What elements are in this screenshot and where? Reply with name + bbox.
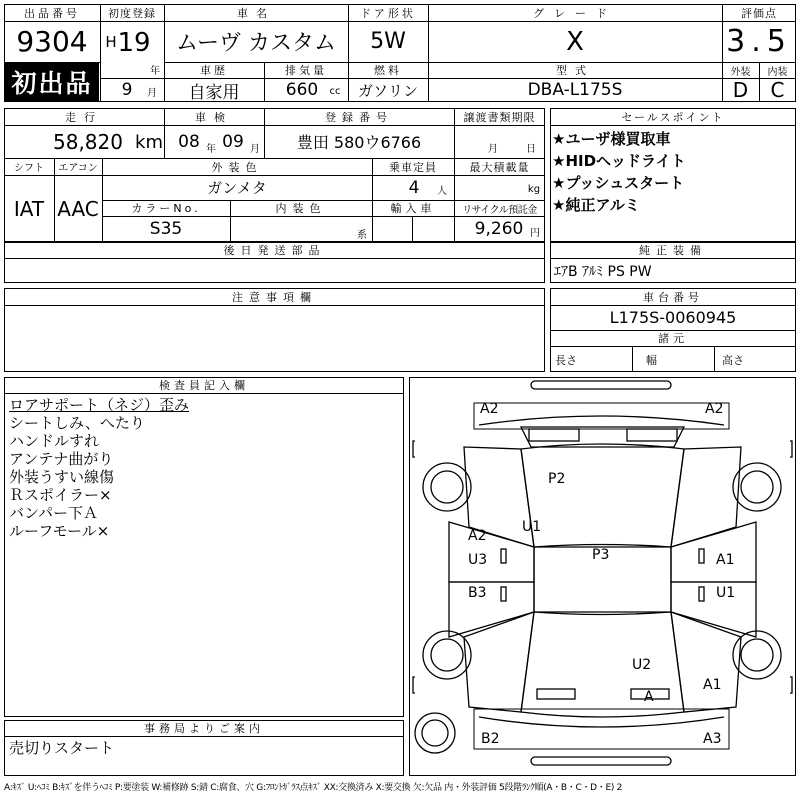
displacement: 660 (285, 80, 319, 100)
capacity-label: 乗車定員 (389, 160, 437, 174)
legend: A:ｷｽﾞ U:ﾍｺﾐ B:ｷｽﾞを伴うﾍｺﾐ P:要塗装 W:補修跡 S:錆 C:腐食、穴 G:ﾌﾛﾝﾄｶﾞﾗｽ点ｷｽﾞ XX:交換済み X:要交換 欠:欠品 内・外装評価 5段階ﾗﾝｸ順(A・B・C・D・E) 2 (4, 783, 623, 793)
office-message: 売切りスタート (9, 738, 115, 756)
damage-label: B2 (481, 731, 500, 747)
inspector-note: シートしみ、へたり (9, 414, 145, 432)
model-code: DBA-L175S (527, 80, 623, 100)
damage-label: A1 (716, 552, 735, 568)
factory-equipment: ｴｱB ｱﾙﾐ PS PW (554, 264, 652, 280)
damage-label: P2 (548, 471, 566, 487)
aircon: AAC (57, 196, 99, 221)
damage-label: U3 (468, 552, 488, 568)
sales-points-list (552, 128, 686, 216)
mileage-label: 走行 (65, 110, 103, 124)
score: 3.5 (726, 24, 792, 59)
shift: IAT (13, 196, 45, 221)
damage-label: A3 (703, 731, 722, 747)
max-load-label: 最大積載量 (469, 160, 530, 174)
grade: X (566, 26, 584, 57)
damage-label: A2 (705, 401, 724, 417)
inspection-year: 08 (178, 132, 200, 152)
width-label: 幅 (646, 354, 657, 367)
plate-number: 豊田 580ウ6766 (296, 133, 422, 152)
sales-point: ★純正アルミ (552, 196, 640, 214)
month-unit: 月 (147, 87, 157, 98)
inspector-notes-label: 検査員記入欄 (159, 379, 249, 392)
registration-month: 9 (121, 80, 133, 100)
damage-label: A2 (468, 528, 487, 544)
interior-grade: C (770, 78, 785, 102)
length-label: 長さ (555, 354, 577, 367)
aircon-label: エアコン (58, 163, 98, 174)
damage-label: A (644, 689, 654, 705)
fuel: ガソリン (357, 81, 418, 100)
exterior-color-label: 外装色 (211, 160, 263, 174)
displacement-unit: cc (329, 85, 341, 97)
vehicle-history: 自家用 (188, 82, 240, 102)
factory-equipment-label: 純正装備 (639, 244, 707, 257)
car-name: ムーヴ カスタム (176, 31, 336, 56)
mileage: 58,820 (53, 130, 123, 154)
lot-number-label: 出品番号 (24, 6, 80, 20)
exterior-color: ガンメタ (207, 179, 267, 197)
recycle-label: リサイクル預託金 (462, 204, 537, 216)
chassis-number: L175S-0060945 (609, 308, 737, 327)
chassis-label: 車台番号 (643, 290, 703, 304)
first-listing-badge: 初出品 (5, 63, 99, 101)
mileage-unit: km (135, 131, 163, 153)
interior-color-label: 内装色 (275, 202, 327, 215)
interior-color-unit: 系 (357, 229, 367, 240)
inspection-month: 09 (222, 132, 244, 152)
history-label: 車歴 (200, 64, 228, 77)
notes-label: 注意事項欄 (232, 290, 317, 304)
exterior-grade: D (732, 78, 749, 102)
transfer-day-unit: 日 (526, 143, 536, 154)
year-unit: 年 (150, 65, 160, 76)
model-label: 型式 (556, 64, 594, 77)
damage-label: U1 (522, 519, 542, 535)
lot-number: 9304 (16, 25, 88, 58)
sales-points-label: セールスポイント (621, 110, 725, 124)
inspector-note: ルーフモール× (9, 522, 110, 540)
exterior-label: 外装 (730, 66, 751, 78)
score-label: 評価点 (741, 6, 777, 20)
displacement-label: 排気量 (285, 64, 327, 77)
fuel-label: 燃料 (374, 64, 402, 77)
inspection-label: 車検 (195, 110, 233, 124)
color-number-label: カラーNo. (131, 202, 201, 215)
first-registration-label: 初度登録 (108, 6, 156, 20)
transfer-deadline-label: 譲渡書類期限 (463, 110, 536, 124)
recycle-deposit: 9,260 (474, 219, 524, 239)
sales-point: ★プッシュスタート (552, 174, 685, 192)
interior-label: 内装 (767, 66, 788, 78)
inspector-note: バンパー下Ａ (9, 504, 98, 522)
sales-point: ★HIDヘッドライト (552, 152, 686, 170)
damage-label: P3 (592, 547, 610, 563)
inspector-note: アンテナ曲がり (9, 450, 114, 468)
plate-label: 登録番号 (325, 110, 393, 124)
max-load-unit: kg (527, 183, 541, 195)
recycle-unit: 円 (530, 227, 540, 238)
inspection-year-unit: 年 (206, 143, 216, 154)
office-notice-label: 事務局よりご案内 (144, 722, 264, 735)
damage-label: B3 (468, 585, 487, 601)
capacity-unit: 人 (437, 185, 447, 196)
specs-label: 諸元 (658, 332, 688, 345)
capacity: 4 (408, 178, 420, 198)
registration-year: 19 (117, 28, 151, 58)
car-diagram (409, 377, 796, 776)
color-number: S35 (149, 219, 183, 239)
inspector-note: ハンドルすれ (9, 432, 100, 450)
inspector-note: 外装うすい線傷 (9, 468, 115, 486)
damage-label: A2 (480, 401, 499, 417)
inspection-month-unit: 月 (250, 143, 260, 154)
transfer-month-unit: 月 (488, 143, 498, 154)
damage-label: U2 (632, 657, 652, 673)
grade-label: グレード (533, 6, 617, 20)
sales-point: ★ユーザ様買取車 (552, 130, 671, 148)
car-name-label: 車名 (237, 6, 275, 20)
inspector-note: Ｒスポイラー× (9, 486, 112, 504)
damage-label: A1 (703, 677, 722, 693)
import-label: 輸入車 (390, 202, 436, 215)
later-parts-label: 後日発送部品 (223, 244, 326, 257)
registration-era: H (105, 33, 117, 51)
height-label: 高さ (722, 354, 744, 367)
door-label: ドア形状 (360, 6, 416, 20)
inspector-note: ロアサポート（ネジ）歪み (9, 396, 190, 414)
damage-label: U1 (716, 585, 736, 601)
inspector-notes-list (9, 396, 189, 540)
door-type: 5W (370, 29, 406, 54)
shift-label: シフト (14, 163, 44, 174)
